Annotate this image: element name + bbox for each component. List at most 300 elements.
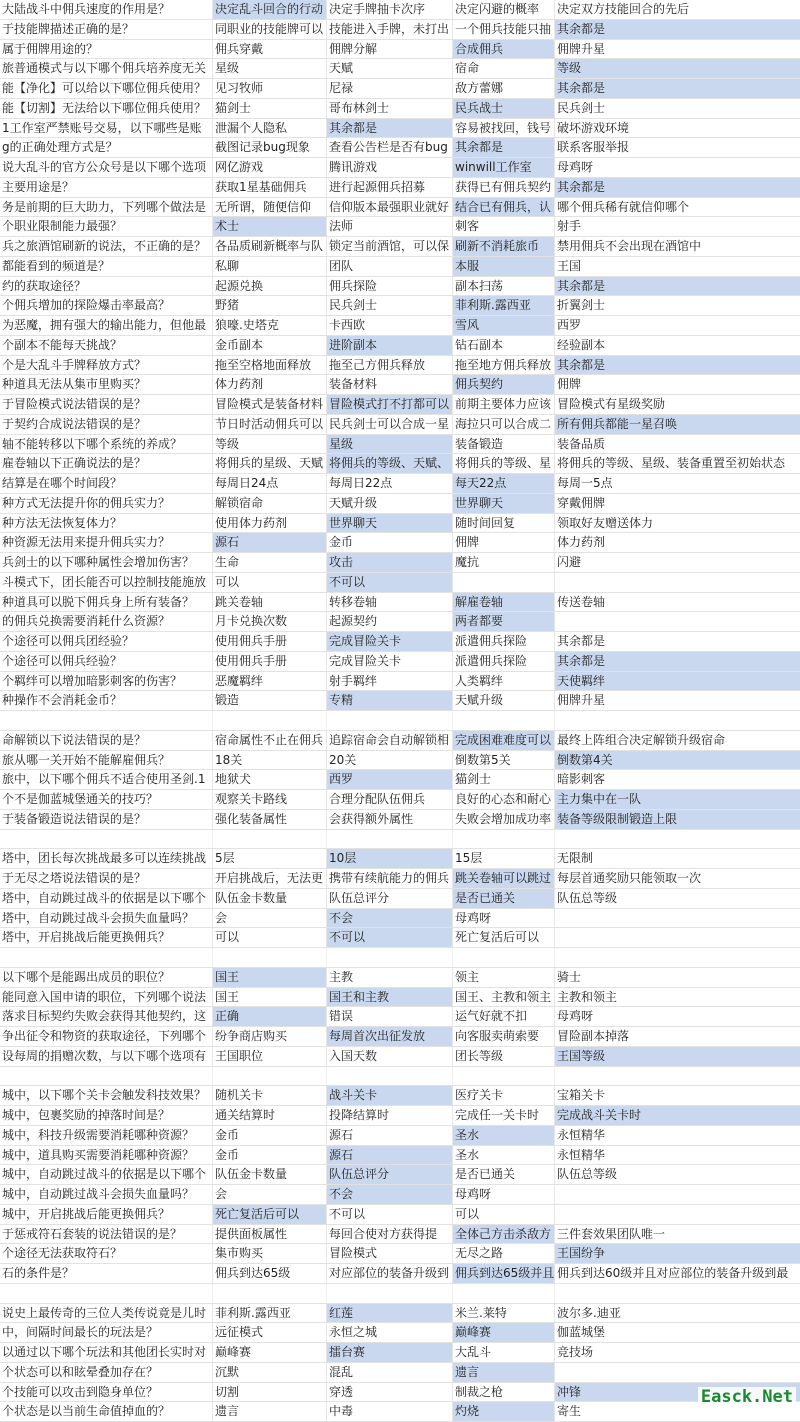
question-cell: 能同意入国申请的职位，下列哪个说法 bbox=[0, 988, 213, 1007]
option-cell: 观察关卡路线 bbox=[213, 790, 327, 809]
option-cell: 其余都是 bbox=[557, 634, 606, 648]
answer-cell: 不会 bbox=[327, 1185, 453, 1204]
option-cell: 国王、主教和领主 bbox=[453, 988, 555, 1007]
option-cell: 源石 bbox=[327, 1126, 453, 1145]
option-cell: 网亿游戏 bbox=[213, 158, 327, 177]
question-cell: 的佣兵兑换需要消耗什么资源？ bbox=[0, 612, 213, 631]
answer-cell: 源石 bbox=[327, 1146, 453, 1165]
option-cell: 制裁之枪 bbox=[453, 1383, 555, 1402]
option-cell: 卡西欧 bbox=[327, 316, 453, 335]
option-cell: 国王 bbox=[213, 988, 327, 1007]
question-row bbox=[0, 119, 800, 139]
answer-cell: 红莲 bbox=[327, 1304, 453, 1323]
question-row bbox=[0, 652, 800, 672]
option-cell: 永恒精华 bbox=[557, 1147, 606, 1162]
option-cell: 最终上阵组合决定解锁升级宿命 bbox=[557, 732, 726, 747]
answer-cell: 冲锋 bbox=[555, 1383, 800, 1402]
option-cell bbox=[213, 711, 327, 730]
option-cell: 倒数第5关 bbox=[453, 751, 555, 770]
answer-cell: 擂台赛 bbox=[327, 1343, 453, 1362]
question-cell: 城中，包裹奖励的掉落时间是？ bbox=[0, 1106, 213, 1125]
option-cell bbox=[213, 830, 327, 849]
option-cell: 哪个佣兵稀有就信仰哪个 bbox=[557, 199, 690, 214]
option-cell: 追踪宿命会自动解锁相 bbox=[327, 731, 453, 750]
question-row bbox=[0, 909, 800, 929]
option-cell bbox=[453, 711, 555, 730]
option-cell: 起源契约 bbox=[327, 612, 453, 631]
question-row bbox=[0, 237, 800, 257]
option-cell: 队伍金卡数量 bbox=[213, 889, 327, 908]
answer-cell: 完成冒险关卡 bbox=[327, 632, 453, 651]
option-cell: 将佣兵的等级、星 bbox=[453, 454, 555, 473]
option-cell: 佣兵穿戴 bbox=[213, 40, 327, 59]
option-cell: 使用体力药剂 bbox=[213, 514, 327, 533]
question-cell: 于契约合成说法错误的是？ bbox=[0, 415, 213, 434]
option-cell: 锻造 bbox=[213, 691, 327, 710]
option-cell: 穿戴佣牌 bbox=[557, 495, 606, 510]
question-cell bbox=[0, 830, 213, 849]
option-cell: 队伍总等级 bbox=[557, 890, 618, 905]
option-cell: 技能进入手牌，未打出 bbox=[327, 20, 453, 39]
answer-cell: 完成困难难度可以 bbox=[453, 731, 555, 750]
question-row bbox=[0, 751, 800, 771]
option-cell: 会 bbox=[213, 1185, 327, 1204]
question-cell: 城中，自动跳过战斗会损失血量吗？ bbox=[0, 1185, 213, 1204]
answer-cell: 遗言 bbox=[453, 1363, 555, 1382]
option-cell: 金币 bbox=[213, 1126, 327, 1145]
question-row bbox=[0, 988, 800, 1008]
answer-cell: 王国纷争 bbox=[555, 1244, 800, 1263]
question-row bbox=[0, 474, 800, 494]
answer-cell: 其余都是 bbox=[327, 119, 453, 138]
answer-cell: 术士 bbox=[213, 217, 327, 236]
option-cell: 王国职位 bbox=[213, 1047, 327, 1066]
option-cell: 团长等级 bbox=[453, 1047, 555, 1066]
option-cell: 投降结算时 bbox=[327, 1106, 453, 1125]
question-row bbox=[0, 257, 800, 277]
question-cell: 1工作室严禁账号交易，以下哪些是账 bbox=[0, 119, 213, 138]
option-cell: 切割 bbox=[213, 1383, 327, 1402]
option-cell: 哥布林剑士 bbox=[327, 99, 453, 118]
question-cell: 兵剑士的以下哪种属性会增加伤害？ bbox=[0, 553, 213, 572]
option-cell: 完成冒险关卡 bbox=[327, 652, 453, 671]
question-row bbox=[0, 1007, 800, 1027]
answer-cell: 装备等级限制锻造上限 bbox=[555, 810, 800, 829]
option-cell bbox=[453, 948, 555, 967]
question-row bbox=[0, 217, 800, 237]
option-cell: 会获得额外属性 bbox=[327, 810, 453, 829]
option-cell: 经验副本 bbox=[557, 337, 606, 352]
option-cell: 母鸡呀 bbox=[453, 909, 555, 928]
question-row bbox=[0, 790, 800, 810]
question-row bbox=[0, 1244, 800, 1264]
question-cell: 城中，道具购买需要消耗哪种资源？ bbox=[0, 1146, 213, 1165]
answer-cell: 其余都是 bbox=[555, 178, 800, 197]
question-cell: 说史上最传奇的三位人类传说竟是儿时 bbox=[0, 1304, 213, 1323]
question-cell: 大陆战斗中佣兵速度的作用是？ bbox=[0, 0, 213, 19]
option-cell: 一个佣兵技能只抽 bbox=[453, 20, 555, 39]
answer-cell: 每天22点 bbox=[453, 474, 555, 493]
answer-cell: 民兵战士 bbox=[453, 99, 555, 118]
option-cell bbox=[327, 711, 453, 730]
option-cell: 猫剑士 bbox=[453, 770, 555, 789]
question-cell: 城中，以下哪个关卡会触发科技效果？ bbox=[0, 1086, 213, 1105]
option-cell: 装备品质 bbox=[557, 436, 606, 451]
option-cell: 佣兵探险 bbox=[327, 277, 453, 296]
option-cell: 每层首通奖励只能领取一次 bbox=[557, 871, 702, 885]
option-cell: 天赋升级 bbox=[327, 494, 453, 513]
option-cell: 每周一5点 bbox=[557, 476, 613, 490]
question-cell: 以通过以下哪个玩法和其他团长实时对 bbox=[0, 1343, 213, 1362]
option-cell: 容易被找回，钱号 bbox=[453, 119, 555, 138]
question-row bbox=[0, 1106, 800, 1126]
option-cell: 冒险模式是装备材料 bbox=[213, 395, 327, 414]
answer-cell: 本服 bbox=[453, 257, 555, 276]
question-row bbox=[0, 1027, 800, 1047]
answer-cell: 主力集中在一队 bbox=[555, 790, 800, 809]
question-row bbox=[0, 454, 800, 474]
option-cell: 金币副本 bbox=[213, 336, 327, 355]
question-row bbox=[0, 810, 800, 830]
question-cell: 主要用途是？ bbox=[0, 178, 213, 197]
site-watermark: Easck.Net bbox=[698, 1387, 796, 1407]
question-cell: 个是大乱斗手牌释放方式？ bbox=[0, 356, 213, 375]
option-cell: 跳关卷轴 bbox=[213, 593, 327, 612]
option-cell bbox=[555, 830, 800, 849]
question-row bbox=[0, 198, 800, 218]
blank-row bbox=[0, 948, 800, 968]
option-cell: 领取好友赠送体力 bbox=[557, 515, 654, 530]
option-cell: 是否已通关 bbox=[453, 1165, 555, 1184]
question-cell: 城中，开启挑战后能更换佣兵？ bbox=[0, 1205, 213, 1224]
option-cell: 宿命属性不止在佣兵 bbox=[213, 731, 327, 750]
question-cell: 旅从哪一关开始不能解雇佣兵？ bbox=[0, 751, 213, 770]
option-cell: 转移卷轴 bbox=[327, 593, 453, 612]
option-cell bbox=[555, 1363, 800, 1382]
answer-cell: 两者都要 bbox=[453, 612, 555, 631]
question-row bbox=[0, 1343, 800, 1363]
question-row bbox=[0, 1225, 800, 1245]
option-cell: 天赋 bbox=[327, 59, 453, 78]
option-cell: 死亡复活后可以 bbox=[453, 928, 555, 947]
answer-cell: 决定乱斗回合的行动 bbox=[213, 0, 327, 19]
answer-cell: 其余都是 bbox=[453, 138, 555, 157]
option-cell: 会 bbox=[213, 909, 327, 928]
option-cell: 见习牧师 bbox=[213, 79, 327, 98]
question-row bbox=[0, 1323, 800, 1343]
option-cell: 主教 bbox=[327, 968, 453, 987]
question-row bbox=[0, 770, 800, 790]
question-cell: 个副本不能每天挑战？ bbox=[0, 336, 213, 355]
answer-cell: 正确 bbox=[213, 1007, 327, 1026]
option-cell: 射手 bbox=[557, 219, 582, 234]
option-cell: 闪避 bbox=[557, 555, 582, 569]
answer-cell: 合成佣兵 bbox=[453, 40, 555, 59]
answer-cell: 刷新不消耗旅币 bbox=[453, 237, 555, 256]
answer-cell: 星级 bbox=[327, 435, 453, 454]
question-cell bbox=[0, 948, 213, 967]
option-cell: 佣牌分解 bbox=[327, 40, 453, 59]
question-cell: 为恶魔，拥有强大的输出能力，但他最 bbox=[0, 316, 213, 335]
option-cell: 将佣兵的等级、星级、装备重置至初始状态 bbox=[557, 456, 786, 471]
option-cell: 钻石副本 bbox=[453, 336, 555, 355]
option-cell: 波尔多.迪亚 bbox=[557, 1305, 621, 1320]
question-cell: 命解锁以下说法错误的是？ bbox=[0, 731, 213, 750]
question-row bbox=[0, 1185, 800, 1205]
option-cell: 伽蓝城堡 bbox=[557, 1325, 606, 1340]
question-cell: 个技能可以攻击到隐身单位？ bbox=[0, 1383, 213, 1402]
option-cell: 错误 bbox=[327, 1007, 453, 1026]
option-cell: 队伍金卡数量 bbox=[213, 1165, 327, 1184]
question-cell bbox=[0, 711, 213, 730]
option-cell: 开启挑战后，无法更 bbox=[213, 869, 327, 888]
answer-cell: 天使羁绊 bbox=[555, 672, 800, 691]
option-cell: 运气好就不扣 bbox=[453, 1007, 555, 1026]
option-cell: 泄漏个人隐私 bbox=[213, 119, 327, 138]
question-cell: 都能看到的频道是？ bbox=[0, 257, 213, 276]
question-cell: 中，间隔时间最长的玩法是？ bbox=[0, 1323, 213, 1342]
question-row bbox=[0, 316, 800, 336]
answer-cell: 解雇卷轴 bbox=[453, 593, 555, 612]
question-cell: 个途径可以佣兵团经验？ bbox=[0, 632, 213, 651]
option-cell: 拖至空格地面释放 bbox=[213, 356, 327, 375]
option-cell: 决定手牌抽卡次序 bbox=[327, 0, 453, 19]
question-cell: 塔中，开启挑战后能更换佣兵？ bbox=[0, 928, 213, 947]
option-cell: 佣牌 bbox=[557, 377, 582, 392]
question-row bbox=[0, 1126, 800, 1146]
question-cell: 个羁绊可以增加暗影刺客的伤害？ bbox=[0, 672, 213, 691]
option-cell: 野猪 bbox=[213, 296, 327, 315]
answer-cell: 其余都是 bbox=[555, 20, 800, 39]
question-cell: 旅普通模式与以下哪个佣兵培养度无关 bbox=[0, 59, 213, 78]
question-row bbox=[0, 20, 800, 40]
option-cell: 佣兵到达65级 bbox=[213, 1264, 327, 1283]
question-row bbox=[0, 1047, 800, 1067]
option-cell bbox=[213, 948, 327, 967]
option-cell: 派遣佣兵探险 bbox=[453, 632, 555, 651]
question-cell: 城中，自动跳过战斗的依据是以下哪个 bbox=[0, 1165, 213, 1184]
question-cell: 个不是伽蓝城堡通关的技巧？ bbox=[0, 790, 213, 809]
option-cell: 队伍总等级 bbox=[557, 1167, 618, 1182]
question-row bbox=[0, 1146, 800, 1166]
option-cell: 体力药剂 bbox=[557, 535, 606, 550]
answer-cell: 结合已有佣兵，认 bbox=[453, 198, 555, 217]
question-row bbox=[0, 1383, 800, 1403]
question-cell bbox=[0, 1284, 213, 1303]
option-cell bbox=[555, 573, 800, 592]
option-cell: 巅峰赛 bbox=[213, 1343, 327, 1362]
answer-cell: 10层 bbox=[327, 849, 453, 868]
option-cell: 无限制 bbox=[557, 851, 594, 866]
question-cell: 以下哪个是能踢出成员的职位？ bbox=[0, 968, 213, 987]
question-cell: 于无尽之塔说法错误的是？ bbox=[0, 869, 213, 888]
option-cell bbox=[213, 1284, 327, 1303]
option-cell: 团队 bbox=[327, 257, 453, 276]
option-cell: 良好的心态和耐心 bbox=[453, 790, 555, 809]
question-cell: 塔中，自动跳过战斗会损失血量吗？ bbox=[0, 909, 213, 928]
option-cell bbox=[555, 711, 800, 730]
question-row bbox=[0, 415, 800, 435]
answer-cell: 佣兵契约 bbox=[453, 375, 555, 394]
answer-cell: 其余都是 bbox=[555, 277, 800, 296]
option-cell: 佣兵到达60级并且对应部位的装备升级到最 bbox=[557, 1266, 789, 1280]
option-cell: 决定闪避的概率 bbox=[453, 0, 555, 19]
option-cell: 法师 bbox=[327, 217, 453, 236]
option-cell: 人类羁绊 bbox=[453, 672, 555, 691]
option-cell: 集市购买 bbox=[213, 1244, 327, 1263]
question-cell: 落求目标契约失败会获得其他契约，这 bbox=[0, 1007, 213, 1026]
answer-cell: 佣兵到达65级并且 bbox=[453, 1264, 555, 1283]
option-cell: 永恒精华 bbox=[557, 1127, 606, 1142]
answer-cell: 国王 bbox=[213, 968, 327, 987]
option-cell: 决定双方技能回合的先后 bbox=[557, 2, 690, 16]
option-cell: 生命 bbox=[213, 553, 327, 572]
question-row bbox=[0, 296, 800, 316]
question-cell: 能【切割】无法给以下哪位佣兵使用？ bbox=[0, 99, 213, 118]
option-cell: 传送卷轴 bbox=[557, 594, 606, 609]
question-cell: 个状态是以当前生命值掉血的？ bbox=[0, 1402, 213, 1421]
option-cell bbox=[555, 909, 800, 928]
answer-cell: 将佣兵的等级、天赋、 bbox=[327, 454, 453, 473]
option-cell: 永恒之城 bbox=[327, 1323, 453, 1342]
option-cell: 获得已有佣兵契约 bbox=[453, 178, 555, 197]
option-cell: 起源兑换 bbox=[213, 277, 327, 296]
option-cell: 拖至地方佣兵释放 bbox=[453, 356, 555, 375]
question-row bbox=[0, 573, 800, 593]
option-cell: 可以 bbox=[213, 928, 327, 947]
option-cell: 遗言 bbox=[213, 1402, 327, 1421]
option-cell: 拖至己方佣兵释放 bbox=[327, 356, 453, 375]
question-row bbox=[0, 514, 800, 534]
option-cell: 获取1星基础佣兵 bbox=[213, 178, 327, 197]
question-row bbox=[0, 395, 800, 415]
answer-cell: 全体己方击杀敌方 bbox=[453, 1225, 555, 1244]
option-cell: 随机关卡 bbox=[213, 1086, 327, 1105]
question-cell: 种方式无法提升你的佣兵实力？ bbox=[0, 494, 213, 513]
question-row bbox=[0, 0, 800, 20]
answer-cell: 其余都是 bbox=[555, 79, 800, 98]
option-cell: 私聊 bbox=[213, 257, 327, 276]
option-cell: 冒险副本掉落 bbox=[557, 1029, 630, 1043]
option-cell: 折翼剑士 bbox=[557, 298, 606, 313]
option-cell bbox=[453, 1284, 555, 1303]
question-row bbox=[0, 99, 800, 119]
option-cell: 沉默 bbox=[213, 1363, 327, 1382]
option-cell: 不可以 bbox=[327, 1205, 453, 1224]
question-row bbox=[0, 968, 800, 988]
blank-row bbox=[0, 1284, 800, 1304]
question-cell: 种道具无法从集市里购买？ bbox=[0, 375, 213, 394]
option-cell: 查看公告栏是否有bug bbox=[327, 138, 453, 157]
option-cell: 向客服卖萌索要 bbox=[453, 1027, 555, 1046]
option-cell: 每周日24点 bbox=[213, 474, 327, 493]
option-cell: 佣牌 bbox=[453, 533, 555, 552]
answer-cell: 等级 bbox=[555, 59, 800, 78]
option-cell bbox=[555, 1185, 800, 1204]
option-cell: 王国 bbox=[557, 258, 582, 273]
question-row bbox=[0, 1264, 800, 1284]
option-cell: 竞技场 bbox=[557, 1345, 594, 1359]
question-row bbox=[0, 178, 800, 198]
option-cell bbox=[453, 830, 555, 849]
option-cell: 宝箱关卡 bbox=[557, 1088, 606, 1103]
option-cell: 体力药剂 bbox=[213, 375, 327, 394]
answer-cell: 专精 bbox=[327, 691, 453, 710]
question-row bbox=[0, 59, 800, 79]
option-cell: 暗影刺客 bbox=[557, 772, 606, 787]
question-cell: 个职业限制能力最强？ bbox=[0, 217, 213, 236]
question-row bbox=[0, 1205, 800, 1225]
question-cell: 雇卷轴以下正确说法的是？ bbox=[0, 454, 213, 473]
blank-row bbox=[0, 1067, 800, 1087]
question-row bbox=[0, 869, 800, 889]
question-row bbox=[0, 593, 800, 613]
answer-cell: 王国等级 bbox=[555, 1047, 800, 1066]
option-cell: 刺客 bbox=[453, 217, 555, 236]
option-cell: 派遣佣兵探险 bbox=[453, 652, 555, 671]
option-cell: 金币 bbox=[213, 1146, 327, 1165]
answer-cell: 队伍总评分 bbox=[327, 1165, 453, 1184]
option-cell: 母鸡呀 bbox=[557, 1009, 594, 1024]
answer-cell: 冒险模式打不打都可以 bbox=[327, 395, 453, 414]
question-cell: 城中，科技升级需要消耗哪种资源？ bbox=[0, 1126, 213, 1145]
question-row bbox=[0, 553, 800, 573]
option-cell: 西罗 bbox=[557, 318, 582, 332]
option-cell: 18关 bbox=[213, 751, 327, 770]
blank-row bbox=[0, 830, 800, 850]
option-cell: 月卡兑换次数 bbox=[213, 612, 327, 631]
question-cell: 于技能牌描述正确的是？ bbox=[0, 20, 213, 39]
option-cell: 锁定当前酒馆，可以保 bbox=[327, 237, 453, 256]
option-cell: 骑士 bbox=[557, 969, 582, 984]
option-cell: 佣牌升星 bbox=[557, 41, 606, 56]
answer-cell: 每周首次出征发放 bbox=[327, 1027, 453, 1046]
answer-cell: 源石 bbox=[213, 533, 327, 552]
option-cell bbox=[555, 928, 800, 947]
option-cell: 星级 bbox=[213, 59, 327, 78]
question-cell: 争出征令和物资的获取途径，下列哪个 bbox=[0, 1027, 213, 1046]
option-cell: 魔抗 bbox=[453, 553, 555, 572]
option-cell: 提供面板属性 bbox=[213, 1225, 327, 1244]
answer-cell: 不会 bbox=[327, 909, 453, 928]
answer-cell: winwill工作室 bbox=[453, 158, 555, 177]
question-cell: 于惩戒符石套装的说法错误的是？ bbox=[0, 1225, 213, 1244]
option-cell: 民兵剑士 bbox=[557, 100, 606, 115]
question-cell: 属于佣牌用途的？ bbox=[0, 40, 213, 59]
option-cell: 各品质刷新概率与队 bbox=[213, 237, 327, 256]
option-cell: 可以 bbox=[213, 573, 327, 592]
question-row bbox=[0, 375, 800, 395]
option-cell bbox=[327, 1067, 453, 1086]
question-cell: 种操作不会消耗金币？ bbox=[0, 691, 213, 710]
option-cell: 等级 bbox=[213, 435, 327, 454]
question-row bbox=[0, 435, 800, 455]
answer-cell: 所有佣兵都能一星召唤 bbox=[555, 415, 800, 434]
option-cell bbox=[453, 573, 555, 592]
question-cell: 个途径无法获取符石？ bbox=[0, 1244, 213, 1263]
option-cell: 圣水 bbox=[453, 1146, 555, 1165]
option-cell bbox=[213, 1067, 327, 1086]
question-cell: 种资源无法用来提升佣兵实力？ bbox=[0, 533, 213, 552]
answer-cell: 死亡复活后可以 bbox=[213, 1205, 327, 1224]
option-cell: 医疗关卡 bbox=[453, 1086, 555, 1105]
option-cell: 5层 bbox=[213, 849, 327, 868]
option-cell: 节日时活动佣兵可以 bbox=[213, 415, 327, 434]
option-cell: 主教和领主 bbox=[557, 989, 618, 1004]
question-row bbox=[0, 1402, 800, 1422]
option-cell: 纷争商店购买 bbox=[213, 1027, 327, 1046]
option-cell bbox=[327, 830, 453, 849]
